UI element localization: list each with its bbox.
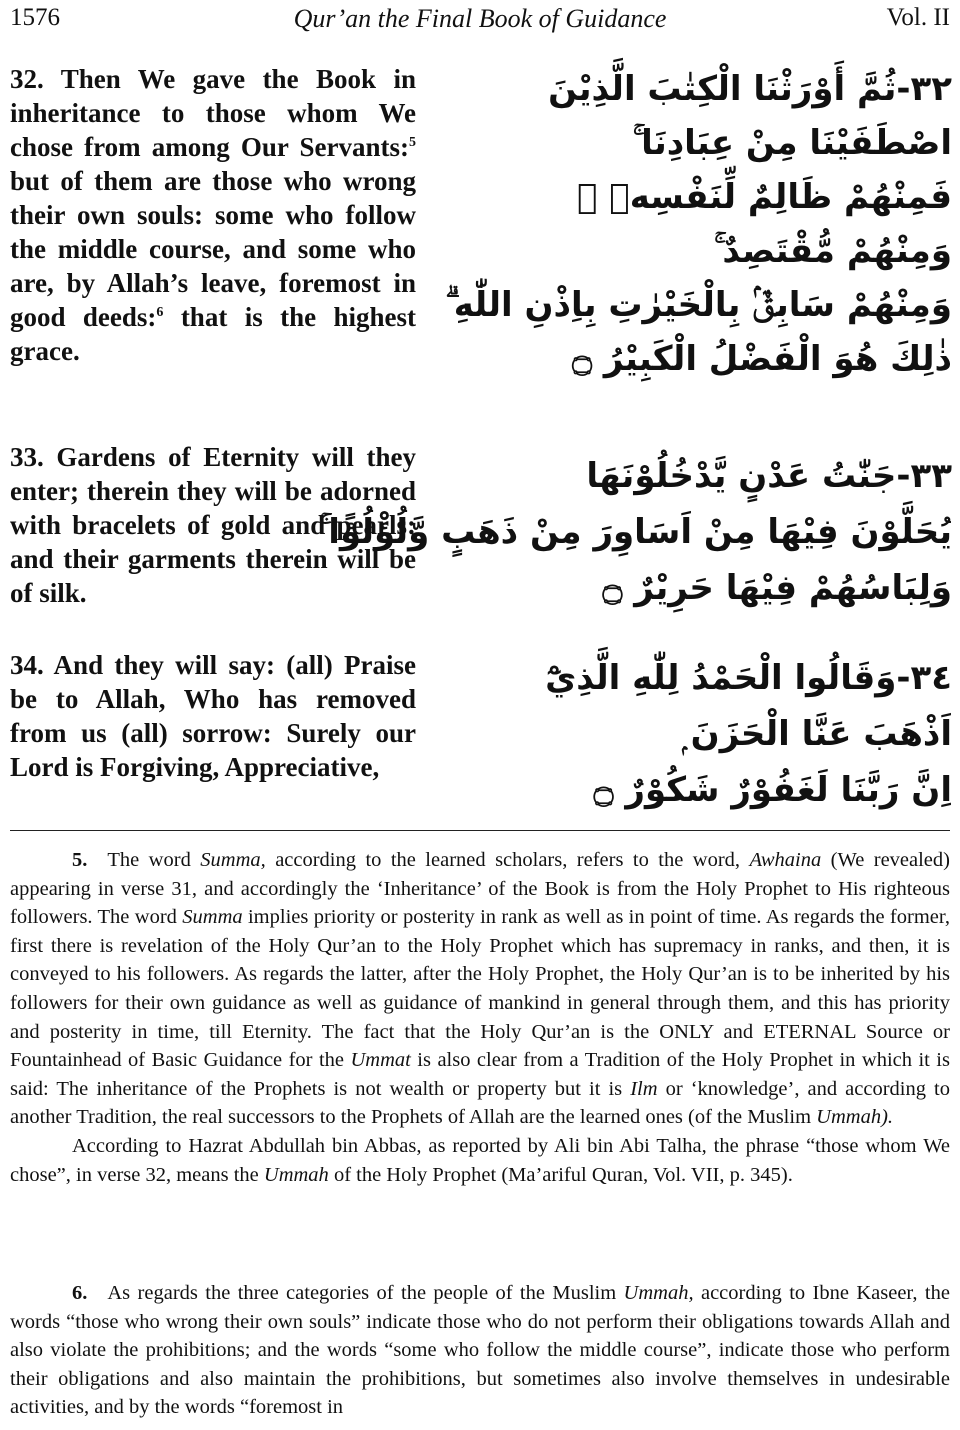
footnote-divider [10,830,950,831]
footnote-number: 6. [72,1282,88,1304]
verse-33-translation: 33. Gardens of Eternity will they enter; therein they will be adorned with bracelets of gold and pearls: and their garments therein will be of silk. [10,442,416,608]
arabic-line: وَمِنْهُمْ مُّقْتَصِدٌ ۚ [713,231,952,271]
arabic-line: ٣٢-ثُمَّ أَوْرَثْنَا الْكِتٰبَ الَّذِيْنَ [548,69,952,109]
arabic-line: فَمِنْهُمْ ظَالِمٌ لِّنَفْسِهٖ ۚ [577,177,952,217]
arabic-line: ٣٤-وَقَالُوا الْحَمْدُ لِلّٰهِ الَّذِيْٓ [545,658,952,698]
verse-33-arabic [319,448,952,616]
arabic-line: ذٰلِكَ هُوَ الْفَضْلُ الْكَبِيْرُ ۝ [572,339,952,379]
verse-34-arabic [520,650,952,818]
arabic-line: ٣٣-جَنّٰتُ عَدْنٍ يَّدْخُلُوْنَهَا [586,456,952,496]
verse-34-translation: 34. And they will say: (all) Praise be to Allah, Who has removed from us (all) sorrow: Surely our Lord is Forgiving, Appreciative, [10,650,416,782]
arabic-line: وَلِبَاسُهُمْ فِيْهَا حَرِيْرٌ ۝ [602,568,952,608]
arabic-line: اصْطَفَيْنَا مِنْ عِبَادِنَا ۚ [632,123,952,163]
volume-label: Vol. II [886,4,950,31]
page-number: 1576 [10,4,60,31]
arabic-line: اَذْهَبَ عَنَّا الْحَزَنَ ۭ [682,714,952,754]
footnote-5: 5. The word Summa, according to the learned scholars, refers to the word, Awhaina (We revealed) appearing in verse 31, and accordingly the ‘Inheritance’ of the Book is from the Holy Prophet to His righteous followers. The word Summa implies priority or posterity in rank as well as in point of time. As regards the former, first there is revelation of the Holy Qur’an to the Holy Prophet which has supremacy in ranks, and then, it is conveyed to his followers. As regards the latter, after the Holy Prophet, the Holy Qur’an is to be inherited by his followers for their own guidance as well as guidance of mankind in general through them, and this has priority and posterity in time, till Eternity. The fact that the Holy Qur’an is the ONLY and ETERNAL Source or Fountainhead of Basic Guidance for the Ummat is also clear from a Tradition of the Holy Prophet in which it is said: The inheritance of the Prophets is not wealth or property but it is Ilm or ‘knowledge’, and according to another Tradition, the real successors to the Prophets of Allah are the learned ones (of the Muslim Ummah). According to Hazrat Abdullah bin Abbas, as reported by Ali bin Abi Talha, the phrase “those whom We chose”, in verse 32, means the Ummah of the Holy Prophet (Ma’ariful Quran, Vol. VII, p. 345). [10,849,951,1186]
footnote-number: 5. [72,849,88,871]
footnote-ref-6[interactable]: 6 [156,305,164,320]
footnote-ref-5[interactable]: 5 [409,135,416,150]
page-header [0,0,960,44]
running-title: Qur’an the Final Book of Guidance [293,4,667,33]
arabic-line: يُحَلَّوْنَ فِيْهَا مِنْ اَسَاوِرَ مِنْ ذَهَبٍ وَّلُؤْلُؤًا ۚ [319,512,952,552]
footnote-6: 6. As regards the three categories of the people of the Muslim Ummah, according to Ibne Kaseer, the words “those who wrong their own souls” indicate those who do not perform their obligations towards Allah and also violate the prohibitions; and the words “some who follow the middle course”, indicate those who perform their obligations and also maintain the prohibitions, but sometimes also involve themselves in undesirable activities, and by the words “foremost in [10,1282,950,1419]
verse-32-translation: 32. Then We gave the Book in inheritance to those whom We chose from among Our Servants:$^5$ but of them are those who wrong their own souls: some who follow the middle course, and some who are, by Allah’s leave, foremost in good deeds:$^6$ that is the highest grace. [10,64,417,366]
verse-32-arabic [445,62,952,386]
arabic-line: وَمِنْهُمْ سَابِقٌۢ بِالْخَيْرٰتِ بِاِذْنِ اللّٰهِ ۗ [445,285,952,325]
arabic-line: اِنَّ رَبَّنَا لَغَفُوْرٌ شَكُوْرٌ ۝ [593,770,952,810]
